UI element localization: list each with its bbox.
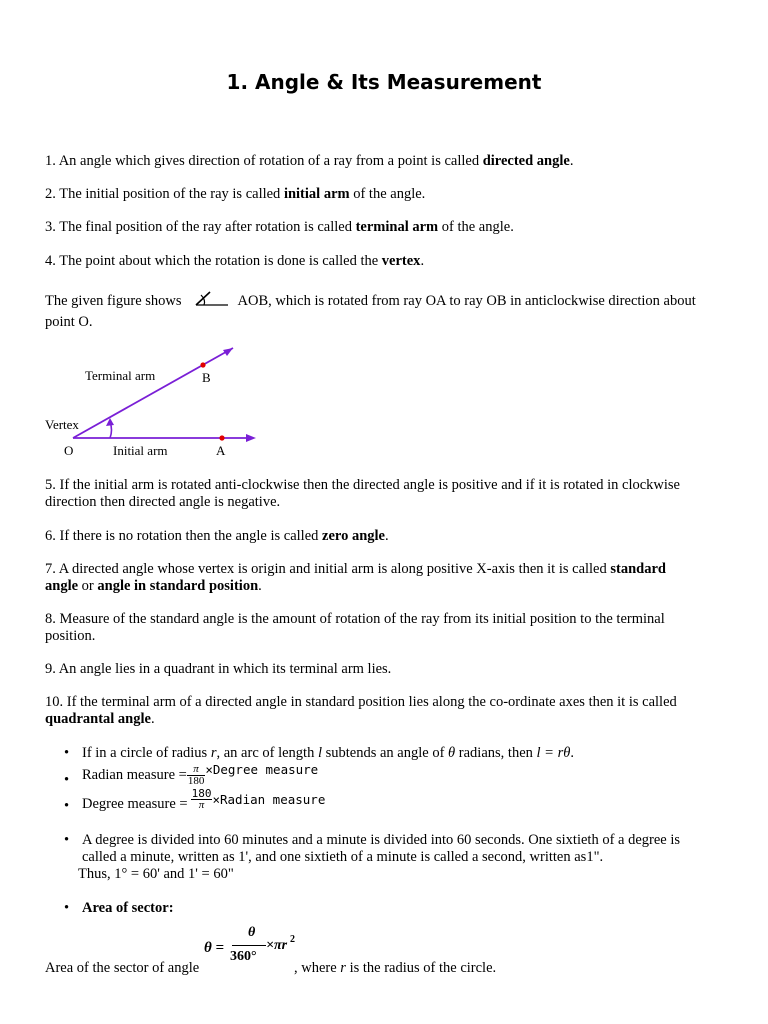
bullet-icon: •: [64, 832, 70, 848]
point-3: 3. The final position of the ray after rotation is called terminal arm of the angle.: [45, 219, 514, 235]
initial-arm-arrow-icon: [246, 434, 256, 442]
bullet-icon: •: [64, 900, 70, 916]
terminal-arm-ray: [73, 348, 233, 438]
figure-intro: The given figure shows AOB, which is rotated from ray OA to ray OB in anticlockwise direction about: [45, 290, 725, 310]
degree-fraction: $\frac{180}{\pi}$: [191, 787, 212, 811]
point-2: 2. The initial position of the ray is called initial arm of the angle.: [45, 186, 426, 202]
bullet-arc-length: If in a circle of radius r, an arc of length l subtends an angle of θ radians, then l = rθ.: [82, 745, 574, 761]
bullet-area-of-sector: Area of sector:: [82, 900, 174, 916]
angle-symbol-icon: [192, 290, 232, 306]
point-8: 8. Measure of the standard angle is the amount of rotation of the ray from its initial position to the terminal position.: [45, 611, 665, 644]
bullet-icon: •: [64, 772, 70, 788]
point-10: 10. If the terminal arm of a directed angle in standard position lies along the co-ordinate axes then it is called quadrantal angle.: [45, 694, 677, 727]
sector-formula: θ = θ 360° ×πr 2: [204, 925, 295, 964]
bullet-minutes-seconds: A degree is divided into 60 minutes and a minute is divided into 60 seconds. One sixtieth of a degree is called a minute, written as 1', and one sixtieth of a minute is called a second, written as1". Thus, 1° = 60' and 1' = 60": [78, 832, 681, 882]
point-5: 5. If the initial arm is rotated anti-clockwise then the directed angle is positive and if it is rotated in clockwise direction then directed angle is negative.: [45, 477, 680, 510]
label-o: O: [64, 443, 74, 458]
bullet-radian-measure: Radian measure = $\frac{\pi}{180}$ ×Degree measure: [82, 762, 319, 787]
radian-fraction: $\frac{\pi}{180}$: [187, 763, 205, 787]
point-1: 1. An angle which gives direction of rotation of a ray from a point is called directed angle.: [45, 153, 574, 169]
angle-figure: [40, 342, 280, 462]
sector-sentence-right: , where r is the radius of the circle.: [294, 960, 497, 976]
label-b: B: [202, 370, 211, 385]
fraction-bar: [232, 945, 266, 946]
label-terminal-arm: Terminal arm: [85, 368, 156, 383]
point-a-dot: [219, 435, 224, 440]
point-b-dot: [200, 362, 205, 367]
page-title: 1. Angle & Its Measurement: [226, 70, 542, 94]
bullet-degree-measure: Degree measure = $\frac{180}{\pi}$ ×Radian measure: [82, 787, 326, 812]
point-7: 7. A directed angle whose vertex is origin and initial arm is along positive X-axis then it is called standard angle or angle in standard position.: [45, 561, 666, 594]
bullet-icon: •: [64, 745, 70, 761]
figure-intro-line2: point O.: [45, 314, 93, 330]
sector-sentence-left: Area of the sector of angle: [45, 960, 200, 976]
label-a: A: [216, 443, 226, 458]
point-6: 6. If there is no rotation then the angle is called zero angle.: [45, 528, 389, 544]
bullet-icon: •: [64, 798, 70, 814]
terminal-arm-arrow-icon: [223, 348, 233, 356]
label-vertex: Vertex: [45, 417, 79, 432]
label-initial-arm: Initial arm: [113, 443, 168, 458]
point-4: 4. The point about which the rotation is done is called the vertex.: [45, 253, 425, 269]
point-9: 9. An angle lies in a quadrant in which its terminal arm lies.: [45, 661, 392, 677]
